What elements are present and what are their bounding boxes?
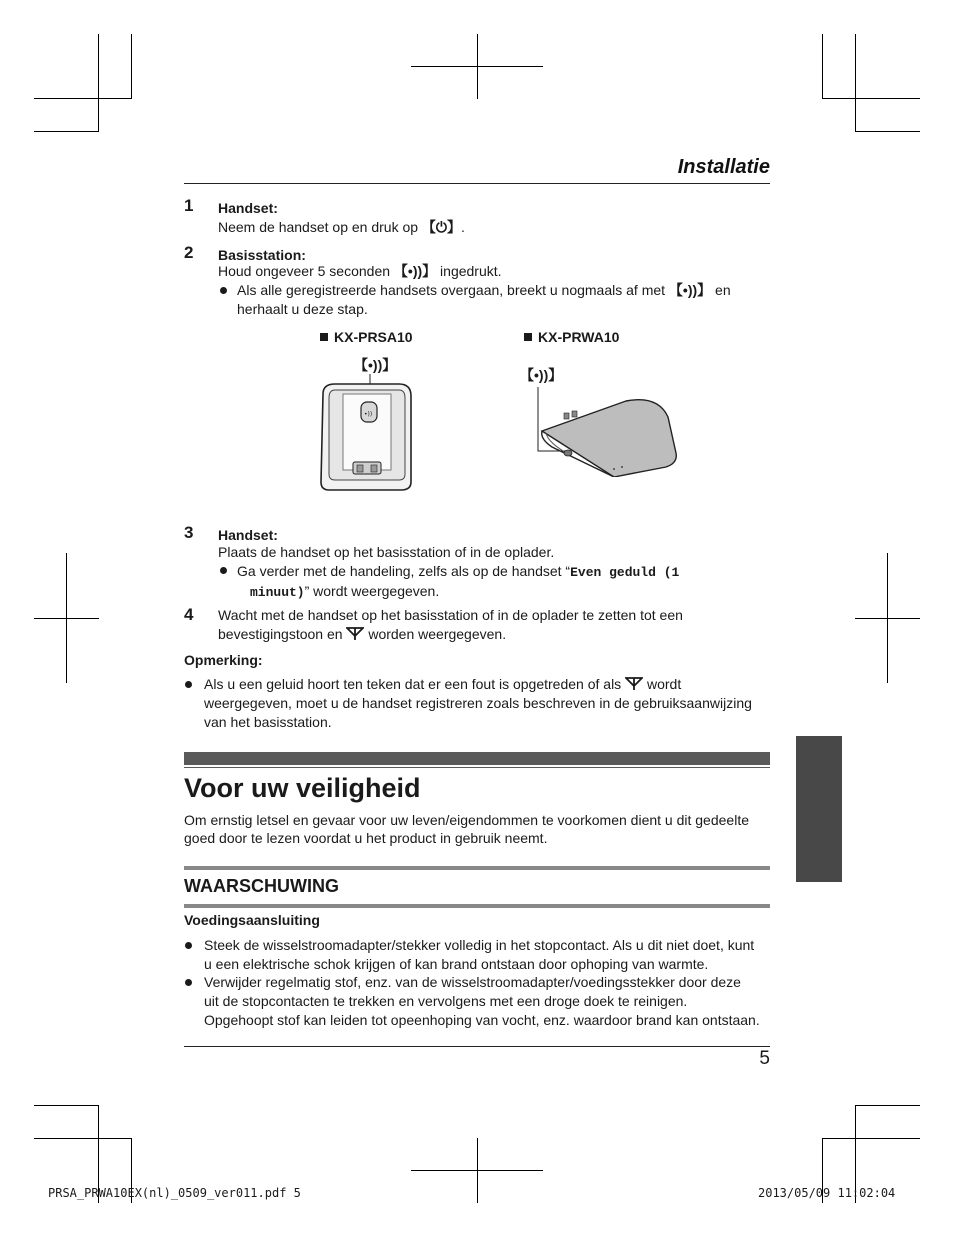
step-heading: Handset: bbox=[218, 527, 278, 543]
step-number: 1 bbox=[184, 196, 194, 215]
bullet-icon bbox=[220, 287, 227, 294]
bullet-text: Opgehoopt stof kan leiden tot opeenhoping van vocht, enz. waardoor brand kan ontstaan. bbox=[204, 1012, 760, 1028]
step-number: 3 bbox=[184, 523, 194, 542]
step-heading: Basisstation: bbox=[218, 247, 306, 263]
note-text-cont: weergegeven, moet u de handset registreren zoals beschreven in de gebruiksaanwijzing bbox=[204, 695, 752, 711]
bullet-icon bbox=[220, 567, 227, 574]
side-tab bbox=[796, 736, 842, 882]
note-text: Als u een geluid hoort ten teken dat er een fout is opgetreden of als wordt bbox=[204, 676, 682, 692]
step-text: Neem de handset op en druk op 【⏻】. bbox=[218, 219, 465, 235]
figure-label: KX-PRWA10 bbox=[524, 328, 619, 347]
square-bullet-icon bbox=[320, 333, 328, 341]
bottom-rule bbox=[184, 1046, 770, 1047]
step-heading: Handset: bbox=[218, 200, 278, 216]
step-number: 4 bbox=[184, 605, 194, 624]
footer-timestamp: 2013/05/09 11:02:04 bbox=[758, 1186, 896, 1200]
warning-bottom-rule bbox=[184, 904, 770, 908]
section-title: Installatie bbox=[677, 156, 770, 178]
svg-text:•)): •)) bbox=[364, 411, 373, 418]
step-bullet: Ga verder met de handeling, zelfs als op de handset “Even geduld (1 bbox=[237, 563, 680, 580]
section-band-rule bbox=[184, 767, 770, 768]
step-text: Plaats de handset op het basisstation of in de oplader. bbox=[218, 544, 555, 560]
step-bullet: Als alle geregistreerde handsets overgaan, breekt u nogmaals af met 【•))】 en bbox=[237, 282, 731, 298]
page-title: Voor uw veiligheid bbox=[184, 773, 421, 803]
bullet-icon bbox=[185, 942, 192, 949]
page-number: 5 bbox=[759, 1048, 770, 1069]
bullet-text: uit de stopcontacten te trekken en vervolgens met een droge doek te reinigen. bbox=[204, 993, 688, 1009]
footer-file: PRSA_PRWA10EX(nl)_0509_ver011.pdf 5 bbox=[48, 1186, 301, 1200]
step-text-cont: bevestigingstoon en worden weergegeven. bbox=[218, 626, 507, 642]
step-text: Wacht met de handset op het basisstation of in de oplader te zetten tot een bbox=[218, 607, 683, 623]
charger-illustration-icon bbox=[315, 370, 419, 494]
step-number: 2 bbox=[184, 243, 194, 262]
section-band bbox=[184, 752, 770, 765]
bullet-text: Verwijder regelmatig stof, enz. van de wisselstroomadapter/voedingsstekker door deze bbox=[204, 974, 741, 990]
antenna-icon bbox=[625, 677, 643, 691]
sub-heading: Voedingsaansluiting bbox=[184, 912, 320, 928]
figure-label: KX-PRSA10 bbox=[320, 328, 413, 347]
bullet-icon bbox=[185, 979, 192, 986]
note-heading: Opmerking: bbox=[184, 652, 263, 668]
off-key-icon: 【⏻】 bbox=[421, 219, 461, 235]
locator-key-icon: 【•))】 bbox=[668, 282, 712, 298]
warning-title: WAARSCHUWING bbox=[184, 876, 339, 896]
header-rule bbox=[184, 183, 770, 184]
note-text-cont: van het basisstation. bbox=[204, 714, 332, 730]
intro-text-cont: goed door te lezen voordat u het product in gebruik neemt. bbox=[184, 830, 548, 846]
step-bullet-cont: minuut)” wordt weergegeven. bbox=[250, 583, 440, 600]
step-bullet-cont: herhaalt u deze stap. bbox=[237, 301, 368, 317]
bullet-icon bbox=[185, 681, 192, 688]
locator-key-icon: 【•))】 bbox=[393, 263, 437, 279]
step-text: Houd ongeveer 5 seconden 【•))】 ingedrukt. bbox=[218, 263, 502, 279]
figure-key-label: 【•))】 bbox=[520, 367, 563, 383]
antenna-icon bbox=[346, 627, 364, 641]
figure-key-label: 【•))】 bbox=[354, 357, 397, 373]
intro-text: Om ernstig letsel en gevaar voor uw leven/eigendommen te voorkomen dient u dit gedeelte bbox=[184, 812, 749, 828]
square-bullet-icon bbox=[524, 333, 532, 341]
bullet-text: u een elektrische schok krijgen of kan brand ontstaan door ophoping van warmte. bbox=[204, 956, 709, 972]
bullet-text: Steek de wisselstroomadapter/stekker volledig in het stopcontact. Als u dit niet doet, kunt bbox=[204, 937, 755, 953]
base-station-illustration-icon bbox=[530, 385, 690, 477]
warning-top-rule bbox=[184, 866, 770, 870]
